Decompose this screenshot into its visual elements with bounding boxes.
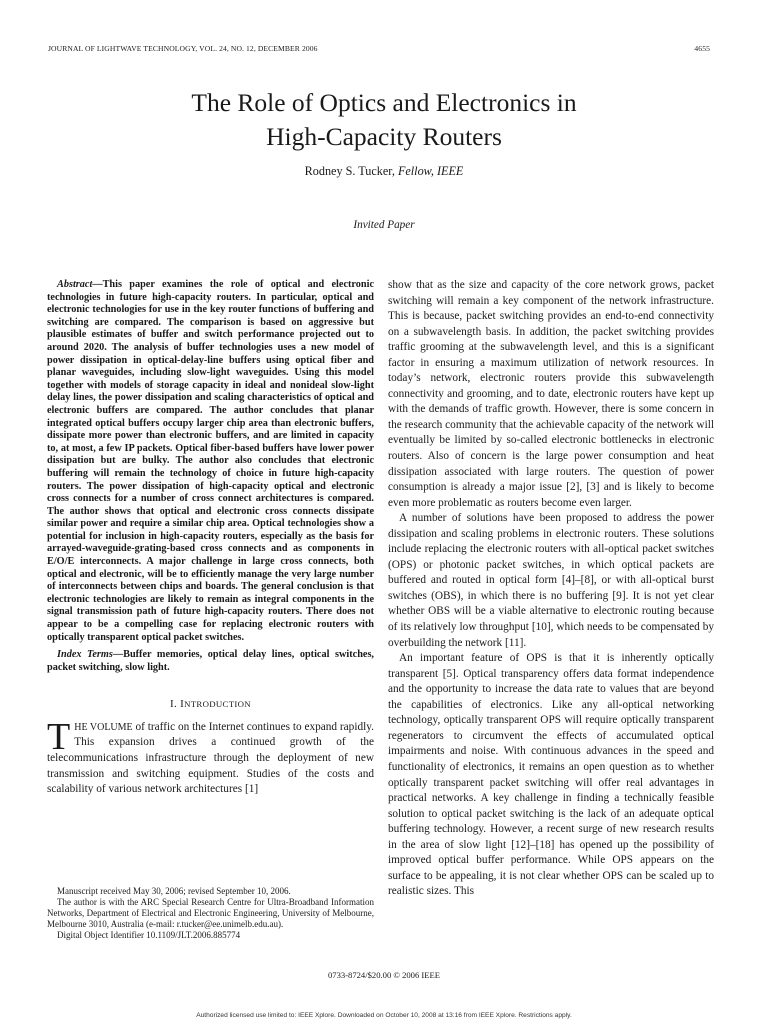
author-name: Rodney S. Tucker,	[304, 164, 395, 178]
index-terms-label: Index Terms	[57, 649, 113, 661]
section-title-first-letter: I	[180, 698, 185, 711]
section-title-rest: NTRODUCTION	[184, 699, 251, 710]
abstract	[47, 279, 374, 644]
body-paragraph-3: An important feature of OPS is that it is inherently optically transparent [5]. Optical transparency offers data format independence and the opportunity to increase the data rate to values that are beyond the capabilities of electronics. Like any all-optical networking technology, optically transparent OPS will require optically transparent regenerators to circumvent the effects of accumulated optical impairments and noise. With continuous advances in the speed and functionality of electronics, it remains an open question as to whether optically transparent packet switching will offer real advantages in practical networks. A key challenge in finding a technically feasible solution to optical packet switching is the lack of an adequate optical buffering technology. However, a recent surge of new research results in the area of slow light [12]–[18] has opened up the possibility of improved optical buffer performance. While OPS appears on the surface to be appealing, it is not clear whether OPS can be scaled up to realistic sizes. This	[388, 652, 714, 898]
body-paragraph-2: A number of solutions have been proposed to address the power dissipation and scaling problems in electronic routers. These solutions include replacing the electronic routers with all-optical packet switches (OPS) or photonic packet switches, in which optical packets are buffered and routed in optical form [4]–[8], or with all-optical burst switches (OBS), in which there is no buffering [9]. It is not yet clear whether OBS will be a viable alternative to electronic routing because of its relatively low throughput [10], which needs to be compensated by overbuilding the network [11].	[388, 512, 714, 649]
abstract-text: —This paper examines the role of optical and electronic technologies in future high-capacity routers. In particular, optical and electronic technologies for use in the key router functions of buffering and switching are compared. The comparison is based on aggressive but plausible estimates of buffer and switch performance projected out to around 2020. The analysis of buffer technologies uses a new model of power dissipation in optical-delay-line buffers using optical fiber and planar waveguides, including slow-light waveguides. Using this model together with models of storage capacity in ideal and nonideal slow-light delay lines, the power dissipation and scaling characteristics of optical and electronic buffers are compared. The author concludes that planar integrated optical buffers occupy larger chip area than electronic buffers, dissipate more power than electronic buffers, and are limited in capacity to, at most, a few IP packets. Optical fiber-based buffers have lower power dissipation but are bulky. The author also concludes that electronic buffering will remain the technology of choice in future high-capacity routers. The power dissipation of high-capacity optical and electronic cross connects for a number of cross connect architectures is compared. The author shows that optical and electronic cross connects dissipate similar power and require a similar chip area. Optical technologies show a potential for inclusion in high-capacity routers, especially as the basis for arrayed-waveguide-grating-based cross connects and as components in E/O/E interconnects. A major challenge in large cross connects, both optical and electronic, will be to efficiently manage the very large number of interconnects between chips and boards. The general conclusion is that electronic technologies are likely to remain as integral components in the signal transmission path of future high-capacity routers. There does not appear to be a compelling case for replacing electronic routers with optically transparent optical packet switches.	[47, 279, 374, 643]
body-paragraph-1: show that as the size and capacity of the core network grows, packet switching will remain a key component of the network infrastructure. This is because, packet switching provides an end-to-end connectivity on a subwavelength basis. In addition, the packet switching provides traffic grooming at the subwavelength level, and this is a significant factor in ensuring a maximum utilization of network resources. In today’s network, electronic routers provide this subwavelength connectivity and grooming, and to date, electronic routers have kept up with the demands of traffic growth. However, there is some concern in the research community that the achievable capacity of the network will eventually be limited by so-called electronic bottlenecks in electronic routers. Also of concern is the large power consumption and heat dissipation associated with large routers. The question of power consumption is already a major issue [2], [3] and is likely to become even more problematic as routers become even larger.	[388, 279, 714, 509]
section-number: I.	[170, 698, 178, 711]
copyright-line: 0733-8724/$20.00 © 2006 IEEE	[327, 970, 441, 980]
introduction-paragraph	[47, 715, 374, 798]
license-notice: Authorized licensed use limited to: IEEE Xplore. Downloaded on October 10, 2008 at 13:16 from IEEE Xplore. Restrictions apply.	[196, 1012, 572, 1019]
intro-text: of traffic on the Internet continues to expand rapidly. This expansion drives a continued growth of the telecommunications infrastructure through the deployment of new transmission and switching equipment. Studies of the costs and scalability of various network architectures [1]	[47, 720, 374, 796]
intro-small-caps: HE VOLUME	[74, 721, 133, 733]
paper-title	[0, 86, 768, 154]
footnote-doi: Digital Object Identifier 10.1109/JLT.2006.885774	[57, 930, 241, 941]
journal-citation: JOURNAL OF LIGHTWAVE TECHNOLOGY, VOL. 24, NO. 12, DECEMBER 2006	[48, 44, 318, 53]
index-terms-text: —Buffer memories, optical delay lines, optical switches, packet switching, slow light.	[47, 649, 374, 673]
section-heading-introduction	[47, 697, 374, 712]
abstract-label: Abstract	[57, 279, 93, 290]
footnotes	[47, 886, 374, 941]
footnote-affiliation: The author is with the ARC Special Research Centre for Ultra-Broadband Information Networks, Department of Electrical and Electronic Engineering, University of Melbourne, Melbourne 3010, Australia (e-mail: r.tucker@ee.unimelb.edu.au).	[47, 897, 374, 930]
left-column	[47, 279, 374, 798]
footnote-received: Manuscript received May 30, 2006; revised September 10, 2006.	[57, 886, 291, 896]
title-line-2: High-Capacity Routers	[266, 122, 502, 151]
author-line	[0, 164, 768, 179]
paper-type: Invited Paper	[353, 219, 415, 231]
right-column	[388, 278, 714, 900]
running-header	[48, 44, 710, 53]
author-title: Fellow, IEEE	[397, 164, 464, 178]
index-terms	[47, 649, 374, 674]
title-line-1: The Role of Optics and Electronics in	[191, 88, 577, 117]
drop-cap: T	[47, 715, 71, 758]
page-number: 4655	[694, 44, 710, 53]
